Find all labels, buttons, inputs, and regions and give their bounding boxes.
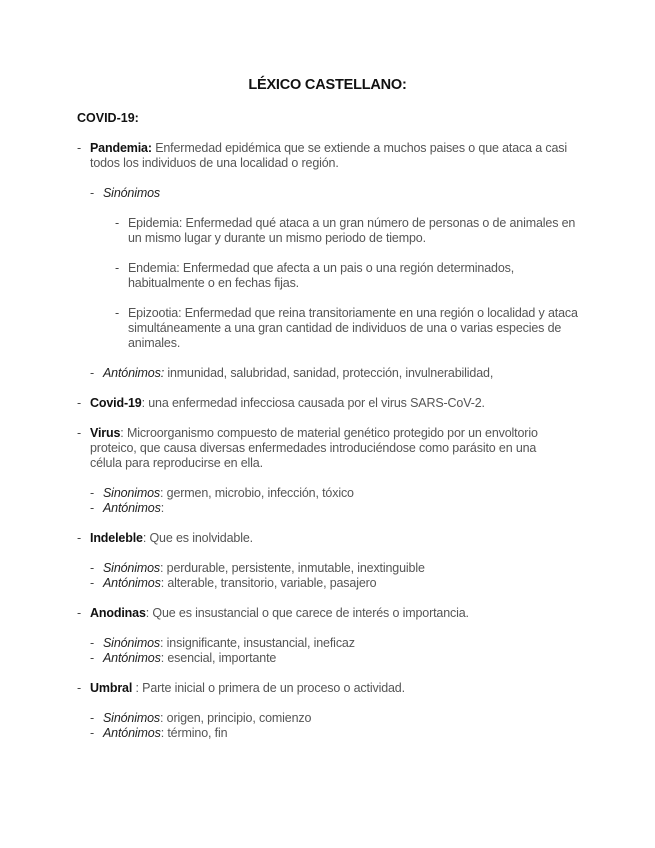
bullet-dash: - [90,726,95,740]
antonyms-line: - Antónimos: inmunidad, salubridad, sanidad, protección, invulnerabilidad, [90,366,494,380]
bullet-dash: - [115,261,120,275]
synonyms-label: Sinonimos [103,486,161,500]
entry-indeleble: - Indeleble: Que es inolvidable. [77,531,253,545]
antonyms-label: Antónimos [103,576,161,590]
bullet-dash: - [90,576,95,590]
antonyms-line: - Antónimos: esencial, importante [90,651,277,665]
antonyms-line: - Antónimos: [90,501,165,515]
term: Anodinas [90,606,146,620]
synonyms-line: - Sinónimos: perdurable, persistente, inmutable, inextinguible [90,561,425,575]
bullet-dash: - [77,396,82,410]
bullet-dash: - [90,366,95,380]
synonym-item: - Epizootia: Enfermedad que reina transitoriamente en una región o localidad y ataca simultáneamente a una gran cantidad de individuos de una o varias especies de animales. [115,306,578,350]
bullet-dash: - [77,681,82,695]
entry-umbral: - Umbral : Parte inicial o primera de un proceso o actividad. [77,681,405,695]
antonyms-label: Antónimos [103,651,161,665]
synonyms-label: Sinónimos [103,636,161,650]
bullet-dash: - [77,426,82,440]
bullet-dash: - [90,486,95,500]
definition: Enfermedad epidémica que se extiende a muchos paises o que ataca a casi todos los individuos de una localidad o región. [90,141,568,170]
synonym-item: - Epidemia: Enfermedad qué ataca a un gran número de personas o de animales en un mismo lugar y durante un mismo periodo de tiempo. [115,216,576,245]
bullet-dash: - [90,186,95,200]
synonyms-line: - Sinónimos: origen, principio, comienzo [90,711,312,725]
bullet-dash: - [90,711,95,725]
bullet-dash: - [77,141,82,155]
term: Virus [90,426,121,440]
entry-covid: - Covid-19: una enfermedad infecciosa causada por el virus SARS-CoV-2. [77,396,485,410]
entry-anodinas: - Anodinas: Que es insustancial o que carece de interés o importancia. [77,606,469,620]
page-title: LÉXICO CASTELLANO: [248,77,407,93]
antonyms-line: - Antónimos: término, fin [90,726,228,740]
synonyms-heading [90,186,583,201]
antonyms-label: Antónimos [103,501,161,515]
bullet-dash: - [115,306,120,320]
synonym-item: - Endemia: Enfermedad que afecta a un pais o una región determinados, habitualmente o en fechas fijas. [115,261,515,290]
term: Indeleble [90,531,143,545]
synonyms-label: Sinónimos [103,186,161,200]
bullet-dash: - [115,216,120,230]
synonyms-label: Sinónimos [103,711,161,725]
term: Covid-19 [90,396,142,410]
bullet-dash: - [90,651,95,665]
term: Pandemia: [90,141,152,155]
section-heading: COVID-19: [77,111,139,125]
term: Umbral [90,681,133,695]
entry-virus: - Virus: Microorganismo compuesto de material genético protegido por un envoltorio proteico, que causa diversas enfermedades introduciéndose como parásito en una célula para reproducirse en ella. [77,426,538,470]
bullet-dash: - [90,501,95,515]
bullet-dash: - [90,636,95,650]
bullet-dash: - [77,606,82,620]
antonyms-label: Antónimos [103,726,161,740]
synonyms-line: - Sinónimos: insignificante, insustancial, ineficaz [90,636,355,650]
bullet-dash: - [77,531,82,545]
synonyms-label: Sinónimos [103,561,161,575]
bullet-dash: - [90,561,95,575]
entry-pandemia [77,141,590,171]
antonyms-label: Antónimos: [103,366,165,380]
antonyms-line: - Antónimos: alterable, transitorio, variable, pasajero [90,576,377,590]
synonyms-line: - Sinonimos: germen, microbio, infección, tóxico [90,486,354,500]
